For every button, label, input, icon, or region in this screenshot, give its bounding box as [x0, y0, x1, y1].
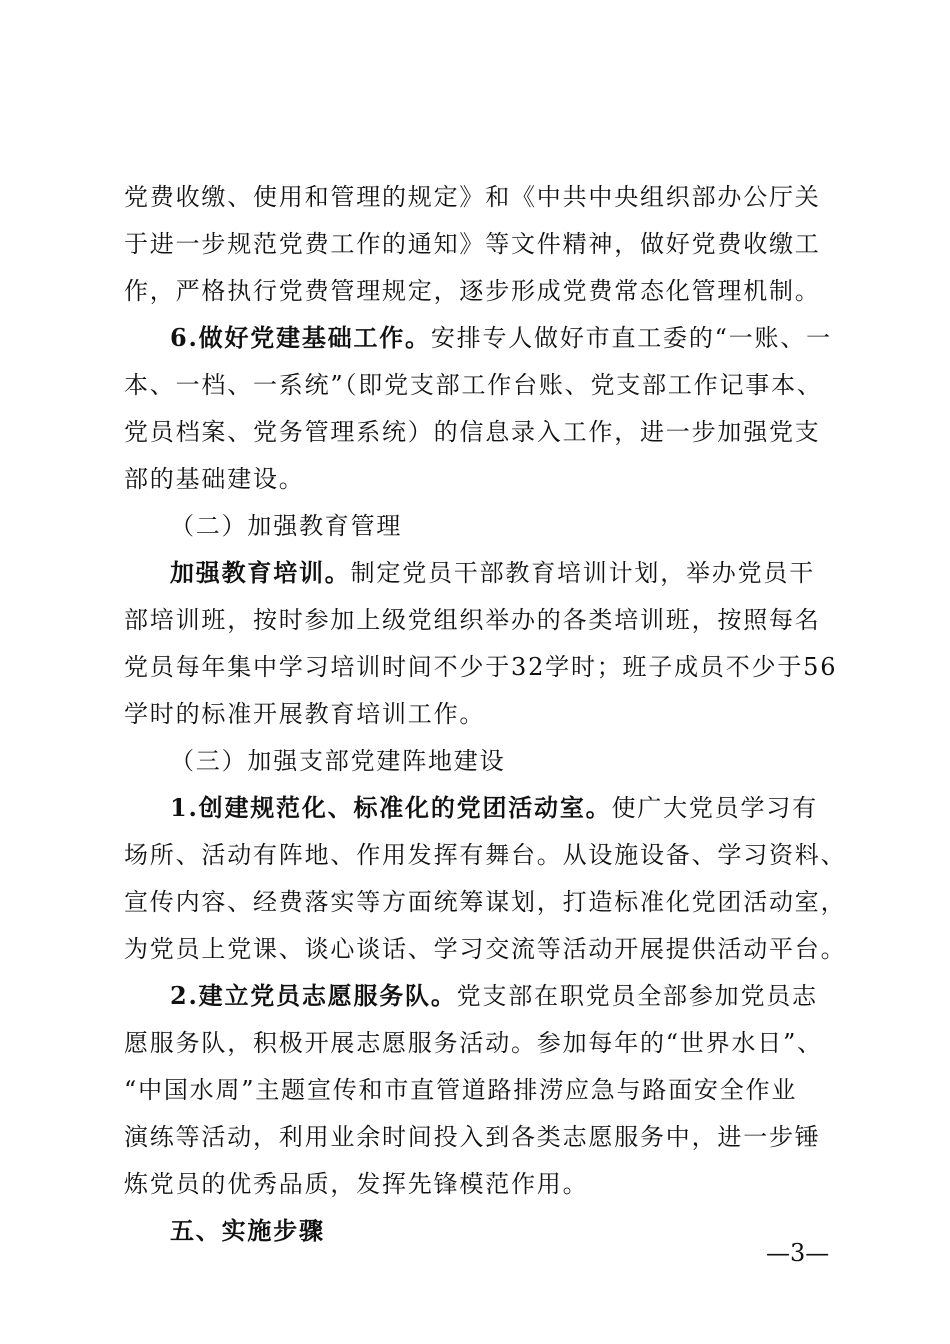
body-line: 于进一步规范党费工作的通知》等文件精神，做好党费收缴工: [124, 230, 821, 258]
body-line: 演练等活动，利用业余时间投入到各类志愿服务中，进一步锤: [124, 1123, 821, 1151]
body-line: 炼党员的优秀品质，发挥先锋模范作用。: [124, 1170, 589, 1198]
section-heading: （二）加强教育管理: [170, 512, 403, 540]
body-line: 宣传内容、经费落实等方面统筹谋划，打造标准化党团活动室，: [124, 888, 847, 916]
paragraph-heading-line: 6.做好党建基础工作。安排专人做好市直工委的“一账、一: [170, 323, 832, 352]
body-line: 为党员上党课、谈心谈话、学习交流等活动开展提供活动平台。: [124, 935, 847, 963]
body-line: “中国水周”主题宣传和市直管道路排涝应急与路面安全作业: [124, 1076, 798, 1104]
body-line: 学时的标准开展教育培训工作。: [124, 700, 486, 728]
paragraph-heading-line: 加强教育培训。制定党员干部教育培训计划，举办党员干: [170, 558, 816, 587]
body-line: 作，严格执行党费管理规定，逐步形成党费常态化管理机制。: [124, 277, 821, 305]
body-line: 愿服务队，积极开展志愿服务活动。参加每年的“世界水日”、: [124, 1029, 823, 1057]
bold-lead-in: 6.做好党建基础工作。: [170, 323, 431, 352]
bold-lead-in: 1.创建规范化、标准化的党团活动室。: [170, 793, 612, 822]
page-number: —3—: [766, 1239, 830, 1267]
bold-lead-in: 2.建立党员志愿服务队。: [170, 981, 457, 1010]
chapter-heading: 五、实施步骤: [170, 1216, 325, 1245]
body-line: 本、一档、一系统”（即党支部工作台账、党支部工作记事本、: [124, 371, 823, 399]
body-line: 场所、活动有阵地、作用发挥有舞台。从设施设备、学习资料、: [124, 841, 847, 869]
bold-lead-in: 加强教育培训。: [170, 558, 351, 587]
body-line: 党员档案、党务管理系统）的信息录入工作，进一步加强党支: [124, 418, 821, 446]
body-line: 部培训班，按时参加上级党组织举办的各类培训班，按照每名: [124, 606, 821, 634]
section-heading: （三）加强支部党建阵地建设: [170, 747, 506, 775]
body-line: 部的基础建设。: [124, 465, 305, 493]
paragraph-heading-line: 2.建立党员志愿服务队。党支部在职党员全部参加党员志: [170, 981, 818, 1010]
paragraph-heading-line: 1.创建规范化、标准化的党团活动室。使广大党员学习有: [170, 793, 818, 822]
body-line: 党员每年集中学习培训时间不少于32学时；班子成员不少于56: [124, 653, 838, 681]
body-line: 党费收缴、使用和管理的规定》和《中共中央组织部办公厅关: [124, 183, 821, 211]
